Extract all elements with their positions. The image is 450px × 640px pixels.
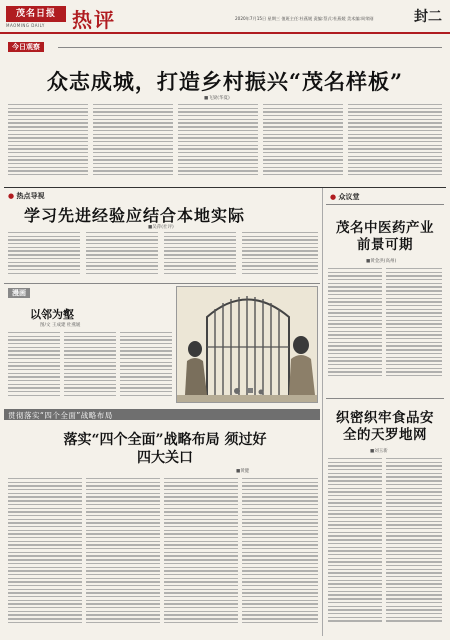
article-body — [93, 104, 173, 184]
article-body — [8, 104, 88, 184]
newspaper-logo-english: MAOMING DAILY — [6, 23, 45, 28]
hot-review-headline: 学习先进经验应结合本地实际 — [24, 206, 246, 225]
hot-review-label — [8, 191, 45, 201]
cartoon-caption — [64, 332, 116, 404]
bullet-icon: ● — [330, 193, 337, 201]
article-body — [164, 478, 238, 634]
page-number: 封二 — [414, 9, 442, 25]
cartoon-drawing — [177, 287, 318, 403]
article-body — [164, 232, 236, 280]
column-divider — [322, 188, 323, 636]
article-body — [86, 478, 160, 634]
cartoon-illustration — [176, 286, 318, 403]
section-rule — [58, 47, 442, 48]
today-focus-headline: 众志成城，打造乡村振兴“茂名样板” — [46, 69, 404, 94]
cartoon-caption — [120, 332, 172, 404]
article-body — [8, 232, 80, 280]
newspaper-logo: 茂名日报 — [6, 6, 66, 22]
bullet-icon: ● — [8, 192, 15, 200]
article-body — [242, 478, 318, 634]
masthead-rule — [0, 32, 450, 34]
cartoon-label: 漫画 — [8, 288, 30, 298]
article-body — [386, 268, 442, 386]
side-article1-byline: ■黄金洪(高州) — [366, 259, 397, 264]
masthead — [0, 0, 450, 34]
side-column-label-text: 众议堂 — [338, 193, 360, 201]
four-comprehensive-byline: ■黄健 — [236, 469, 250, 474]
article-body — [263, 104, 343, 184]
section-divider — [326, 398, 444, 399]
article-body — [242, 232, 318, 280]
masthead-info: 2020年7月15日 星期三 值班主任:杜燕媛 责编:蔡式:杜燕媛 美术编:周荣刚 — [235, 16, 374, 21]
section-divider — [4, 187, 446, 188]
side-article2-headline: 织密织牢食品安全的天罗地网 — [336, 410, 434, 443]
article-body — [386, 458, 442, 634]
section-divider — [4, 283, 320, 284]
four-comprehensive-banner-text: 贯彻落实“四个全面”战略布局 — [8, 411, 113, 420]
side-column-label — [330, 192, 360, 202]
article-body — [8, 478, 82, 634]
article-body — [328, 268, 382, 386]
cartoon-title: 以邻为壑 — [30, 308, 74, 321]
article-body — [178, 104, 258, 184]
side-article1-headline: 茂名中医药产业前景可期 — [336, 220, 434, 253]
article-body — [86, 232, 158, 280]
today-focus-byline: ■飞梁(华夏) — [204, 96, 230, 101]
article-body — [328, 458, 382, 634]
hot-review-label-text: 热点导视 — [16, 192, 45, 200]
side-article2-byline: ■刘玉新 — [370, 449, 388, 454]
hot-review-byline: ■吴萍(社评) — [148, 225, 174, 230]
section-rule — [326, 204, 444, 205]
four-comprehensive-headline: 落实“四个全面”战略布局 须过好四大关口 — [63, 432, 267, 466]
today-focus-label: 今日观察 — [8, 42, 44, 52]
cartoon-caption — [8, 332, 60, 404]
article-body — [348, 104, 442, 184]
cartoon-byline: 图/文 王成建 杜燕媛 — [40, 323, 81, 328]
section-title: 热评 — [72, 8, 116, 32]
